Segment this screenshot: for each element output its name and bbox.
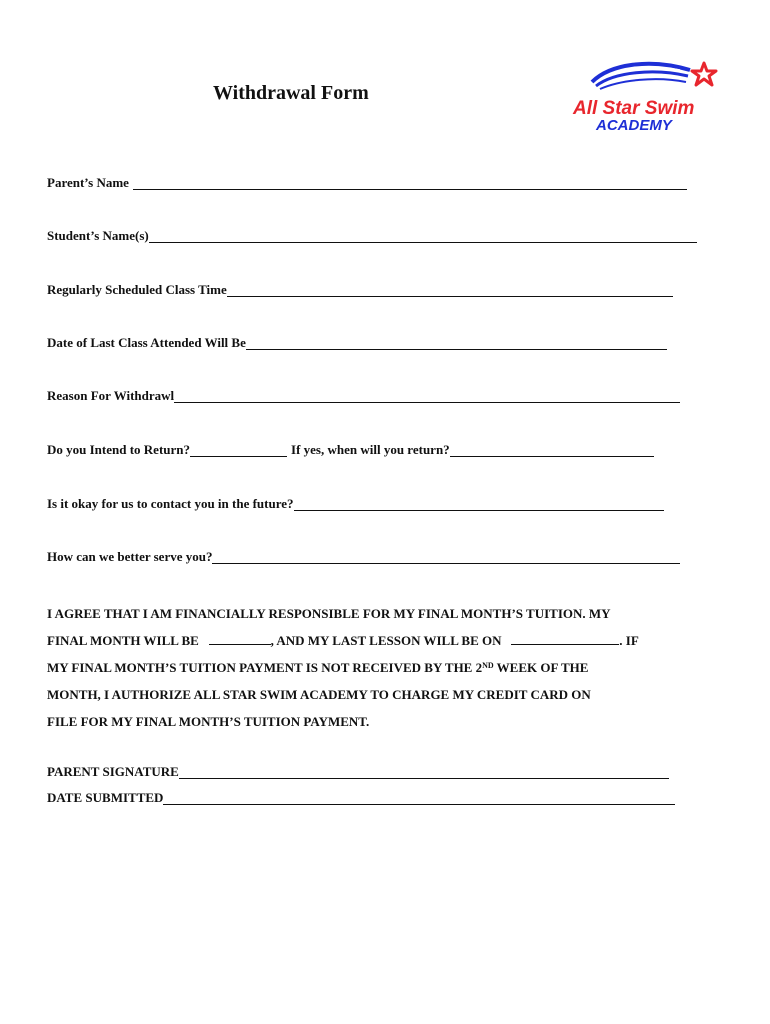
contact-future-field[interactable] [294,497,664,511]
agreement-line-2 [47,627,727,654]
last-class-label: Date of Last Class Attended Will Be [47,335,246,350]
agreement-if-text: . IF [619,633,639,648]
parent-name-field[interactable] [133,176,687,190]
final-month-field[interactable] [209,632,271,645]
class-time-row [47,282,673,298]
class-time-field[interactable] [227,283,673,297]
financial-agreement [47,600,727,735]
class-time-label: Regularly Scheduled Class Time [47,282,227,297]
form-title: Withdrawal Form [213,82,369,104]
student-names-row [47,228,697,244]
logo-text-line1: All Star Swim [573,98,695,119]
better-serve-field[interactable] [212,550,680,564]
agreement-line-1: I AGREE THAT I AM FINANCIALLY RESPONSIBLE FOR MY FINAL MONTH’S TUITION. MY [47,606,611,621]
parent-signature-label: PARENT SIGNATURE [47,764,179,779]
parent-signature-field[interactable] [179,765,669,779]
intend-return-row [47,442,654,458]
reason-row [47,388,680,404]
when-return-field[interactable] [450,443,654,457]
agreement-line-3 [47,654,727,681]
reason-field[interactable] [174,389,680,403]
contact-future-row [47,496,664,512]
all-star-swim-academy-logo [570,58,720,134]
agreement-final-month-label: FINAL MONTH WILL BE [47,633,199,648]
last-class-row [47,335,667,351]
last-class-field[interactable] [246,336,667,350]
ordinal-suffix: ND [482,661,494,670]
date-submitted-field[interactable] [163,791,675,805]
date-submitted-label: DATE SUBMITTED [47,790,164,805]
last-lesson-field[interactable] [511,632,619,645]
agreement-line-5: FILE FOR MY FINAL MONTH’S TUITION PAYMENT. [47,714,370,729]
reason-label: Reason For Withdrawl [47,388,175,403]
student-names-label: Student’s Name(s) [47,228,149,243]
parent-signature-row [47,764,669,780]
date-submitted-row [47,790,675,806]
contact-future-label: Is it okay for us to contact you in the future? [47,496,294,511]
better-serve-label: How can we better serve you? [47,549,213,564]
parent-name-label: Parent’s Name [47,175,129,190]
parent-name-row [47,175,687,191]
agreement-line-3-tail: WEEK OF THE [493,660,589,675]
intend-return-label: Do you Intend to Return? [47,442,191,457]
intend-return-field[interactable] [190,443,287,457]
logo-text-line2: ACADEMY [596,117,672,134]
student-names-field[interactable] [149,229,697,243]
agreement-line-4: MONTH, I AUTHORIZE ALL STAR SWIM ACADEMY TO CHARGE MY CREDIT CARD ON [47,687,591,702]
better-serve-row [47,549,680,565]
agreement-line-3-text: MY FINAL MONTH’S TUITION PAYMENT IS NOT RECEIVED BY THE 2 [47,660,483,675]
swimmer-wave-icon [592,64,690,89]
star-icon [692,63,716,85]
agreement-last-lesson-label: , AND MY LAST LESSON WILL BE ON [270,633,502,648]
when-return-label: If yes, when will you return? [291,442,450,457]
